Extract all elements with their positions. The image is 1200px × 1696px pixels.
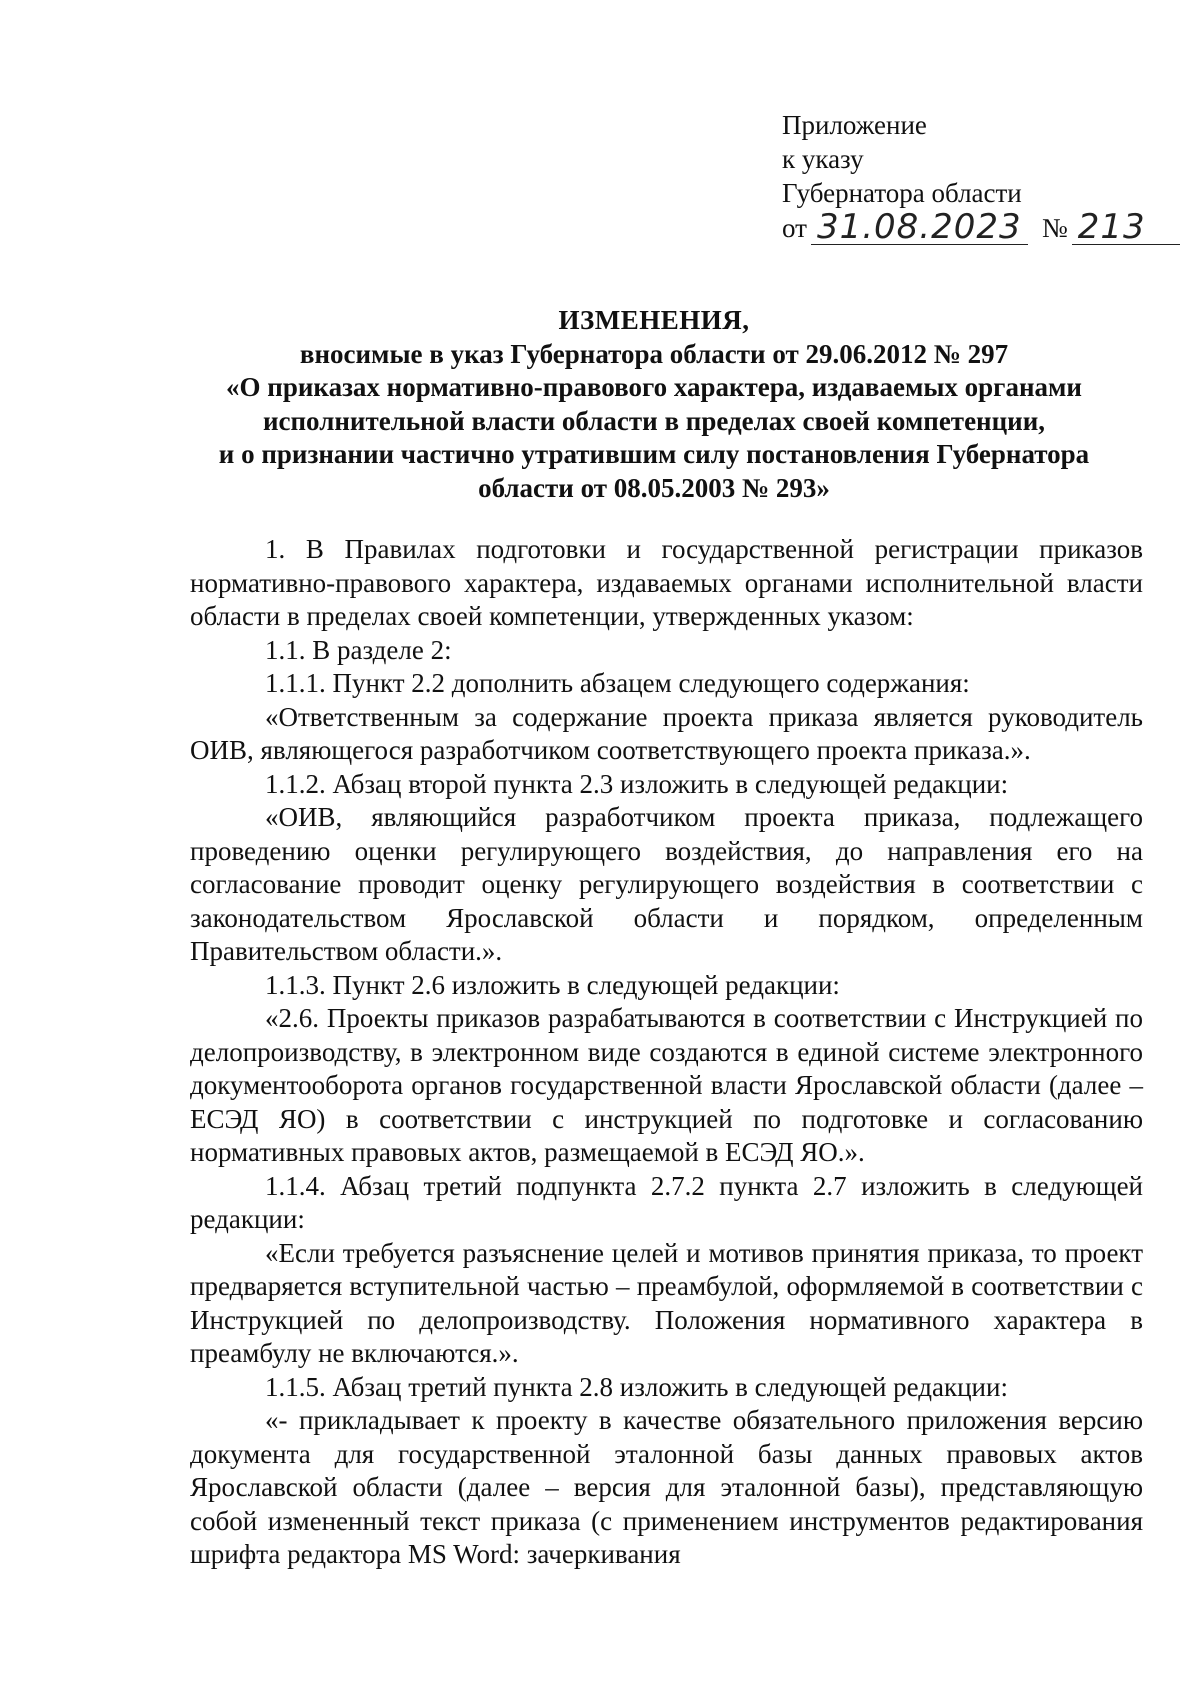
paragraph-1-1-4: 1.1.4. Абзац третий подпункта 2.7.2 пункта 2.7 изложить в следующей редакции: bbox=[190, 1170, 1143, 1234]
heading-line-3: исполнительной власти области в пределах своей компетенции, bbox=[262, 405, 1046, 436]
quote-1-1-4: «Если требуется разъяснение целей и мотивов принятия приказа, то проект предваряется вступительной частью – преамбулой, оформляемой в соответствии с Инструкцией по делопроизводству. Положения нормативного характера в преамбулу не включаются.». bbox=[190, 1237, 1143, 1368]
heading-title: ИЗМЕНЕНИЯ, bbox=[558, 305, 750, 335]
quote-1-1-1: «Ответственным за содержание проекта приказа является руководитель ОИВ, являющегося разработчиком соответствующего проекта приказа.». bbox=[190, 701, 1143, 765]
paragraph-1-1-5: 1.1.5. Абзац третий пункта 2.8 изложить в следующей редакции: bbox=[265, 1371, 1008, 1402]
handwritten-date: 31.08.2023 bbox=[811, 210, 1028, 245]
paragraph-1: 1. В Правилах подготовки и государственной регистрации приказов нормативно-правового характера, издаваемых органами исполнительной власти области в пределах своей компетенции, утвержденных указом: bbox=[190, 534, 1143, 631]
number-sign: № bbox=[1041, 213, 1068, 243]
quote-1-1-2: «ОИВ, являющийся разработчиком проекта приказа, подлежащего проведению оценки регулирующего воздействия, до направления его на согласование проводит оценку регулирующего воздействия в соответствии с законодательством Ярославской области и порядком, определенным Правительством области.». bbox=[190, 802, 1143, 966]
paragraph-1-1-1: 1.1.1. Пункт 2.2 дополнить абзацем следующего содержания: bbox=[265, 668, 970, 698]
heading-line-4: и о признании частично утратившим силу постановления Губернатора bbox=[218, 439, 1090, 469]
heading-line-2: «О приказах нормативно-правового характера, издаваемых органами bbox=[226, 372, 1082, 402]
paragraph-1-1-2: 1.1.2. Абзац второй пункта 2.3 изложить в следующей редакции: bbox=[265, 768, 1009, 799]
appendix-date-line bbox=[782, 207, 1180, 247]
document-body bbox=[190, 533, 1143, 1572]
document-heading bbox=[190, 304, 1118, 505]
paragraph-1-1-3: 1.1.3. Пункт 2.6 изложить в следующей редакции: bbox=[265, 969, 840, 1000]
from-label: от bbox=[782, 213, 807, 243]
handwritten-number: 213 bbox=[1072, 210, 1180, 245]
appendix-line-1: Приложение bbox=[782, 110, 927, 140]
paragraph-1-1: 1.1. В разделе 2: bbox=[265, 634, 452, 665]
quote-1-1-5: «- прикладывает к проекту в качестве обязательного приложения версию документа для государственной эталонной базы данных правовых актов Ярославской области (далее – версия для эталонной базы), представляющую собой измененный текст приказа (с применением инструментов редактирования шрифта редактора MS Word: зачеркивания bbox=[190, 1405, 1143, 1569]
appendix-block bbox=[782, 108, 1180, 245]
heading-line-1: вносимые в указ Губернатора области от 29.06.2012 № 297 bbox=[299, 338, 1009, 369]
appendix-line-3: Губернатора области bbox=[782, 178, 1022, 208]
quote-1-1-3: «2.6. Проекты приказов разрабатываются в соответствии с Инструкцией по делопроизводству, в электронном виде создаются в единой системе электронного документооборота органов государственной власти Ярославской области (далее – ЕСЭД ЯО) в соответствии с инструкцией по подготовке и согласованию нормативных правовых актов, размещаемой в ЕСЭД ЯО.». bbox=[190, 1003, 1143, 1167]
appendix-line-2: к указу bbox=[782, 144, 864, 174]
heading-line-5: области от 08.05.2003 № 293» bbox=[478, 472, 830, 503]
